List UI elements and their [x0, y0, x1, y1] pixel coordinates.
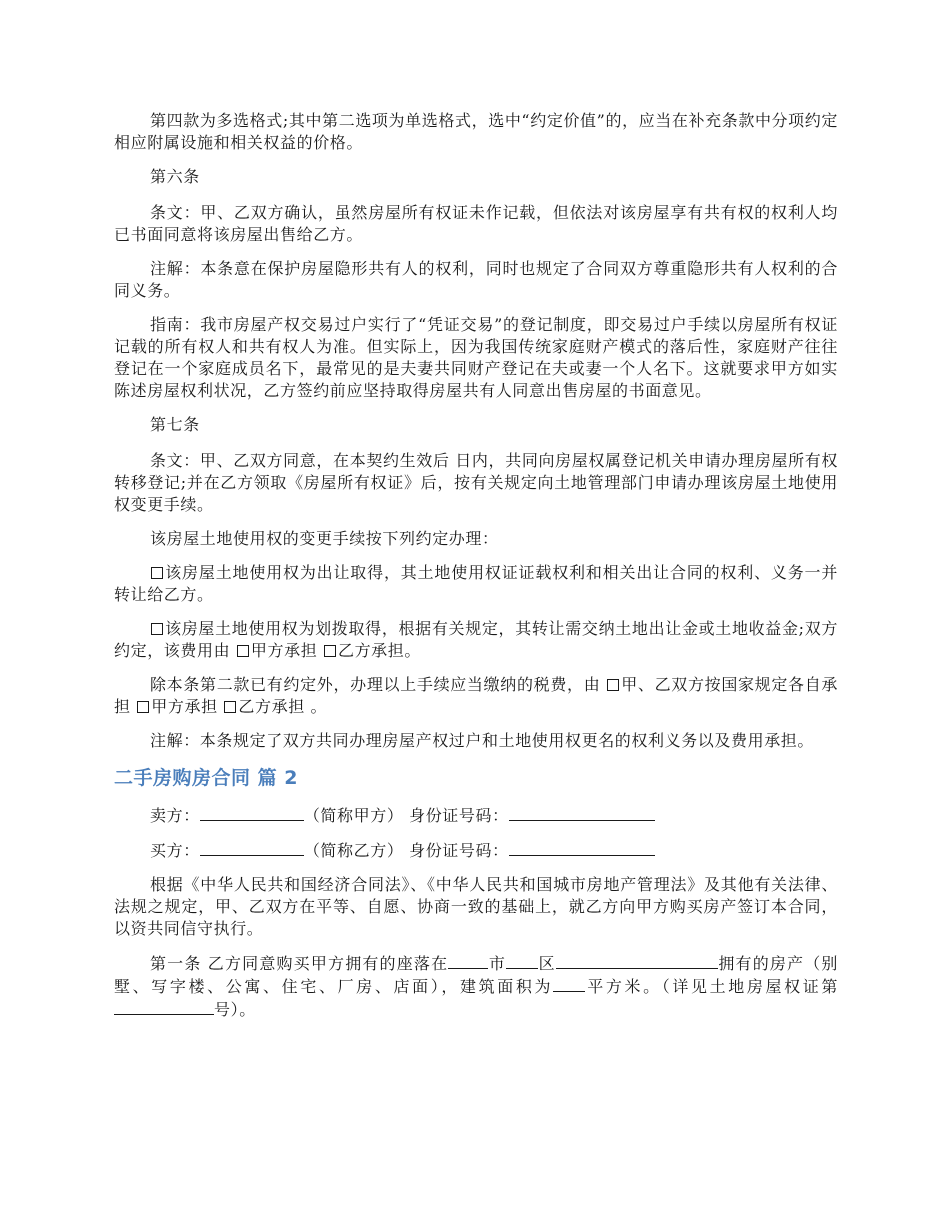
- address-field[interactable]: [556, 952, 718, 969]
- option-2-party-a: 甲方承担: [250, 641, 318, 660]
- article-6-guide: 指南：我市房屋产权交易过户实行了“凭证交易”的登记制度，即交易过户手续以房屋所有权证记载的所有权人和共有权人为准。但实际上，因为我国传统家庭财产模式的落后性，家庭财产往往登记在一个家庭成员名下，最常见的是夫妻共同财产登记在夫或妻一个人名下。这就要求甲方如实陈述房屋权利状况，乙方签约前应坚持取得房屋共有人同意出售房屋的书面意见。: [114, 315, 838, 400]
- option-2-text: 该房屋土地使用权为划拨取得，根据有关规定，其转让需交纳土地出让金或土地收益金;双方约定，该费用由: [114, 619, 838, 660]
- article-6-heading: 第六条: [150, 167, 200, 186]
- section-heading: 二手房购房合同 篇 2: [114, 767, 298, 789]
- buyer-name-field[interactable]: [200, 839, 304, 856]
- city-field[interactable]: [448, 952, 488, 969]
- taxes-option-party-b: 乙方承担 。: [238, 697, 328, 716]
- seller-id-label: 身份证号码：: [409, 806, 509, 825]
- district-field[interactable]: [506, 952, 538, 969]
- taxes-text: 除本条第二款已有约定外，办理以上手续应当缴纳的税费，由: [150, 675, 601, 694]
- buyer-label: 买方：: [150, 841, 200, 860]
- article-1: [114, 952, 838, 1021]
- document-page: [114, 110, 838, 1033]
- option-1-text: 该房屋土地使用权为出让取得，其土地使用权证证载权利和相关出让合同的权利、义务一并转让给乙方。: [114, 563, 838, 604]
- buyer-id-label: 身份证号码：: [409, 841, 509, 860]
- article-1-text-e: 平方米。（详见土地房屋权证第: [585, 977, 838, 996]
- checkbox-icon[interactable]: [237, 645, 249, 657]
- article-7-text: 条文：甲、乙双方同意，在本契约生效后 日内，共同向房屋权属登记机关申请办理房屋所有权转移登记;并在乙方领取《房屋所有权证》后，按有关规定向土地管理部门申请办理该房屋土地使用权变更手续。: [114, 451, 838, 514]
- article-6-annotation: 注解：本条意在保护房屋隐形共有人的权利，同时也规定了合同双方尊重隐形共有人权利的合同义务。: [114, 259, 838, 300]
- area-field[interactable]: [553, 975, 585, 992]
- article-1-text-c: 区: [538, 954, 556, 973]
- checkbox-icon[interactable]: [224, 701, 236, 713]
- taxes-option-both: 甲、乙双方按国家规定各自承担: [114, 675, 839, 716]
- checkbox-icon[interactable]: [151, 567, 163, 579]
- article-1-text-b: 市: [488, 954, 507, 973]
- article-7-taxes: [114, 674, 838, 718]
- seller-id-field[interactable]: [509, 804, 655, 821]
- option-2-party-b: 乙方承担。: [337, 641, 421, 660]
- article-1-text-a: 第一条 乙方同意购买甲方拥有的座落在: [150, 954, 449, 973]
- certificate-number-field[interactable]: [114, 998, 214, 1015]
- article-7-option-2: [114, 618, 838, 662]
- article-6-text: 条文：甲、乙双方确认，虽然房屋所有权证未作记载，但依法对该房屋享有共有权的权利人均已书面同意将该房屋出售给乙方。: [114, 203, 838, 244]
- seller-name-field[interactable]: [200, 804, 304, 821]
- article-7-annotation: 注解：本条规定了双方共同办理房屋产权过户和土地使用权更名的权利义务以及费用承担。: [150, 731, 815, 750]
- checkbox-icon[interactable]: [151, 623, 163, 635]
- checkbox-icon[interactable]: [137, 701, 149, 713]
- article-1-text-f: 号）。: [214, 1000, 256, 1019]
- article-7-procedure-intro: 该房屋土地使用权的变更手续按下列约定办理：: [150, 529, 499, 548]
- article-7-option-1: [114, 562, 838, 606]
- taxes-option-party-a: 甲方承担: [151, 697, 218, 716]
- checkbox-icon[interactable]: [607, 679, 619, 691]
- paragraph-clause4-note: 第四款为多选格式;其中第二选项为单选格式，选中“约定价值”的，应当在补充条款中分项约定相应附属设施和相关权益的价格。: [114, 111, 838, 152]
- seller-label: 卖方：: [150, 806, 200, 825]
- buyer-alias: （简称乙方）: [303, 841, 404, 860]
- article-7-heading: 第七条: [150, 415, 200, 434]
- seller-alias: （简称甲方）: [303, 806, 404, 825]
- checkbox-icon[interactable]: [324, 645, 336, 657]
- contract-intro: 根据《中华人民共和国经济合同法》、《中华人民共和国城市房地产管理法》及其他有关法律、法规之规定，甲、乙双方在平等、自愿、协商一致的基础上，就乙方向甲方购买房产签订本合同，以资共同信守执行。: [114, 875, 838, 938]
- buyer-line: [114, 839, 838, 862]
- seller-line: [114, 804, 838, 827]
- buyer-id-field[interactable]: [509, 839, 655, 856]
- article-1-text-d: 拥有的房产（别墅、写字楼、公寓、住宅、厂房、店面），建筑面积为: [114, 954, 839, 996]
